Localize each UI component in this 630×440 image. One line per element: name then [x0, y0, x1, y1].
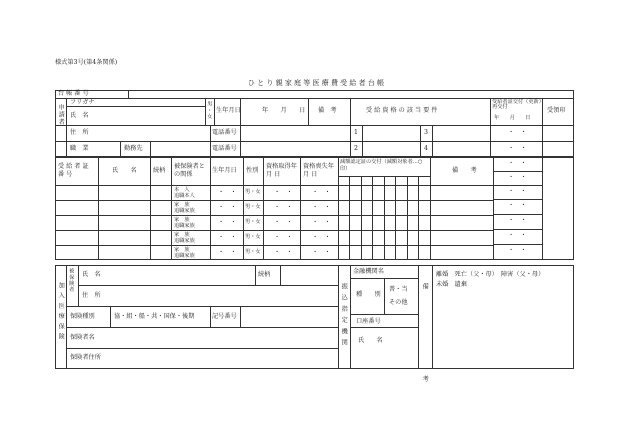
kind-label: 種 別 [356, 291, 381, 298]
form-number: 様式第3号(第4条関係) [55, 59, 118, 66]
lose-dots-r2: ・ ・ [312, 204, 331, 211]
sex-r1: 男・女 [245, 189, 261, 195]
ledger-number-label: 台 帳 番 号 [58, 90, 89, 97]
insured-relation-label: 被保険者との関係 [174, 163, 205, 179]
transfer-vertical-label: 振込指定機関 [340, 283, 348, 351]
sex-r3: 男・女 [245, 219, 261, 225]
relation-row-4: 家 族 追職家族 [174, 232, 195, 245]
insurance-type-values: 協・組・船・共・国保・後期 [114, 313, 195, 320]
birth-label: 生年月日 [216, 107, 241, 114]
symbol-number-label: 記号番号 [212, 313, 237, 320]
lose-dots-r1: ・ ・ [312, 189, 331, 196]
phone-label: 電話番号 [212, 129, 237, 136]
applicant-label: 申請者 [57, 104, 65, 126]
acq-dots-r3: ・ ・ [274, 219, 293, 226]
reduction-label: 減額認定証の交付（減額対象者…○印） [340, 159, 423, 172]
insured-relation-label-b: 続柄 [258, 271, 271, 278]
acq-dots-r4: ・ ・ [274, 234, 293, 241]
remarks-note-1: 離婚 死亡（父・母） 障害（父・母） [436, 271, 545, 278]
issue-date-dots-1: ・ ・ [508, 129, 527, 136]
birth-dots-r3: ・ ・ [218, 219, 237, 226]
relation-row-1: 本 人 追職本人 [174, 187, 195, 200]
remarks-label: 備 考 [318, 107, 337, 114]
relation-row-5: 家 族 追職家族 [174, 247, 195, 260]
form-title: ひ と り 親 家 庭 等 医 療 費 受 給 者 台 帳 [247, 79, 385, 87]
workplace-label: 勤務先 [124, 145, 143, 152]
family-name-label: 氏 名 [112, 167, 137, 174]
furigana-label: フリガナ [70, 99, 95, 106]
family-remarks-label: 備 考 [452, 167, 477, 174]
acq-dots-r2: ・ ・ [274, 204, 293, 211]
birth-dots-r5: ・ ・ [218, 249, 237, 256]
requirement-1: 1 [354, 129, 358, 136]
sex-label: 男・女 [206, 101, 213, 120]
birth-dots-r2: ・ ・ [218, 204, 237, 211]
lose-dots-r5: ・ ・ [312, 249, 331, 256]
issue-dots-r1: ・ ・ [508, 160, 527, 167]
reissue-label: 受給者証交付（更新）再交付 [492, 99, 542, 111]
issue-dots-r4: ・ ・ [508, 202, 527, 209]
insured-vertical-label: 被保険者 [68, 268, 75, 293]
account-label: 口座番号 [356, 318, 381, 325]
family-sex-label: 性別 [246, 167, 259, 174]
issue-dots-r6: ・ ・ [508, 232, 527, 239]
name-label: 氏 名 [70, 112, 89, 119]
lose-dots-r3: ・ ・ [312, 219, 331, 226]
acquire-date-label: 資格取得年 月 日 [266, 163, 297, 179]
requirement-3: 3 [424, 129, 428, 136]
acq-dots-r5: ・ ・ [274, 249, 293, 256]
holder-label: 氏 名 [358, 337, 383, 344]
birth-dots-r1: ・ ・ [218, 189, 237, 196]
insurance-vertical-label: 加入医療保険 [57, 282, 65, 344]
lose-date-label: 資格喪失年 月 日 [303, 163, 334, 179]
bottom-remarks-label: 備 考 [421, 283, 429, 422]
relation-label: 続柄 [153, 167, 166, 174]
issue-dots-r7: ・ ・ [508, 247, 527, 254]
insured-name-label: 氏 名 [82, 271, 101, 278]
insurance-type-label: 保険種別 [70, 313, 95, 320]
requirement-2: 2 [354, 145, 358, 152]
insurer-address-label: 保険者住所 [70, 354, 101, 361]
reissue-date-label: 年 月 日 [494, 115, 531, 121]
issue-dots-r2: ・ ・ [508, 174, 527, 181]
kind-other: その他 [389, 299, 408, 306]
recipient-number-label: 受 給 者 証 番 号 [58, 163, 89, 179]
birth-date-label: 年 月 日 [262, 107, 306, 114]
issue-date-dots-2: ・ ・ [508, 145, 527, 152]
insurer-name-label: 保険者名 [70, 334, 95, 341]
sex-r5: 男・女 [245, 249, 261, 255]
relation-row-2: 家 族 追職家族 [174, 202, 195, 215]
phone-label-2: 電話番号 [212, 145, 237, 152]
bank-label: 金融機関名 [353, 268, 384, 275]
occupation-label: 職 業 [70, 145, 89, 152]
family-birth-label: 生年月日 [212, 167, 237, 174]
sex-r4: 男・女 [245, 234, 261, 240]
lose-dots-r4: ・ ・ [312, 234, 331, 241]
birth-dots-r4: ・ ・ [218, 234, 237, 241]
kind-values: 普・当 [389, 286, 408, 293]
requirement-4: 4 [424, 145, 428, 152]
remarks-note-2: 未婚 遺棄 [436, 281, 467, 288]
address-label: 住 所 [70, 129, 89, 136]
sex-r2: 男・女 [245, 204, 261, 210]
eligibility-label: 受 給 資 格 の 該 当 要 件 [366, 107, 438, 114]
acq-dots-r1: ・ ・ [274, 189, 293, 196]
seal-label: 受領印 [547, 107, 566, 114]
relation-row-3: 家 族 追職家族 [174, 217, 195, 230]
issue-dots-r5: ・ ・ [508, 217, 527, 224]
insured-address-label: 住 所 [82, 292, 101, 299]
issue-dots-r3: ・ ・ [508, 188, 527, 195]
